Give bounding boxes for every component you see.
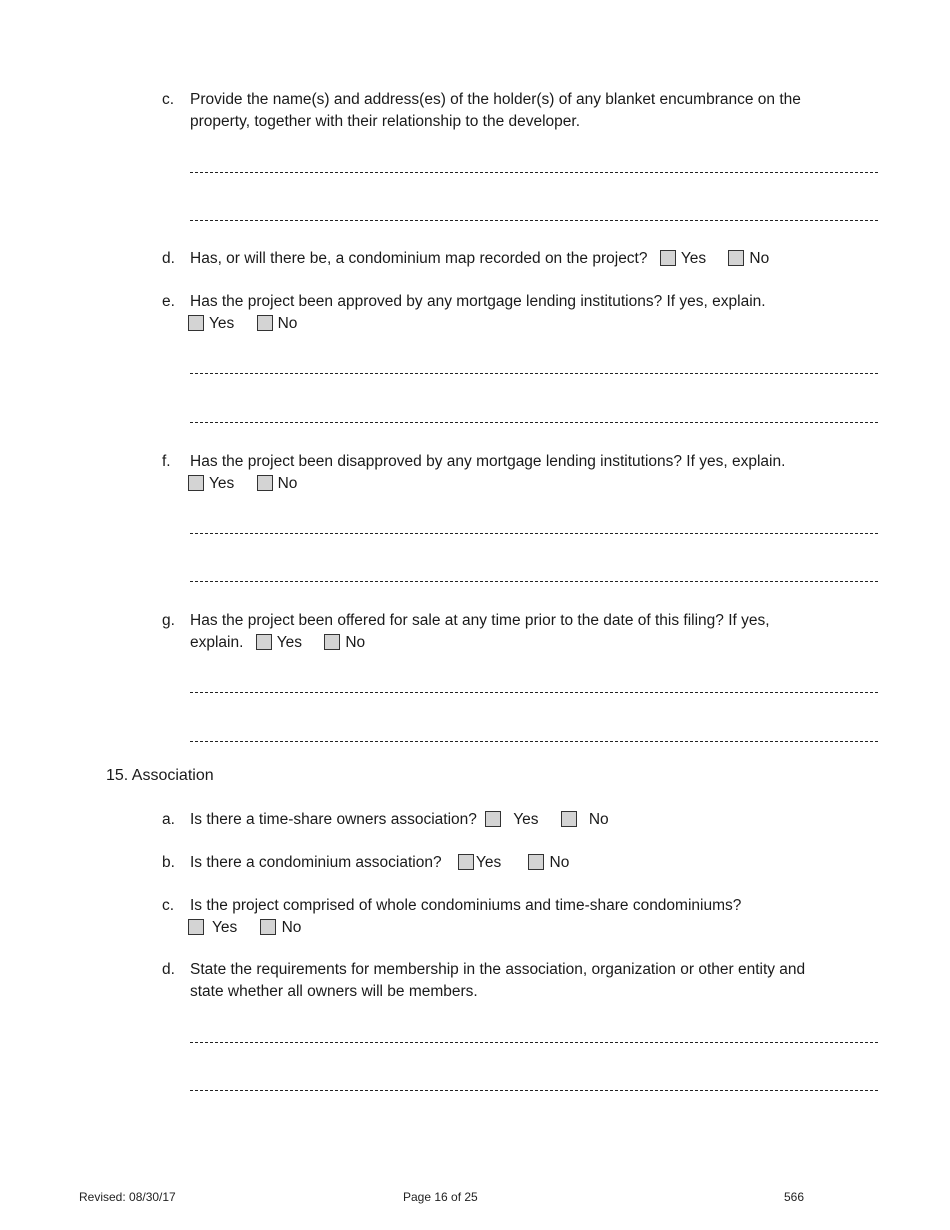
question-text-row <box>190 248 880 270</box>
answer-line[interactable] <box>190 692 878 693</box>
yes-checkbox[interactable] <box>188 475 204 491</box>
question-text: Has the project been approved by any mortgage lending institutions? If yes, explain. <box>190 293 766 310</box>
question-text: Is there a time-share owners association? <box>190 811 477 828</box>
no-label: No <box>277 475 298 492</box>
question-text: Has the project been disapproved by any mortgage lending institutions? If yes, explain. <box>190 453 786 470</box>
answer-line[interactable] <box>190 220 878 221</box>
yes-label: Yes <box>209 315 235 332</box>
question-text-cont: property, together with their relationship to the developer. <box>190 113 581 130</box>
no-checkbox[interactable] <box>257 475 273 491</box>
question-text-row <box>190 852 880 874</box>
question-letter: g. <box>162 612 175 629</box>
yes-label: Yes <box>212 919 238 936</box>
answer-line[interactable] <box>190 533 878 534</box>
question-text-row <box>190 809 880 831</box>
question-letter: a. <box>162 811 175 828</box>
answer-line[interactable] <box>190 581 878 582</box>
answer-line[interactable] <box>190 741 878 742</box>
answer-line[interactable] <box>190 373 878 374</box>
question-letter: f. <box>162 453 171 470</box>
yes-checkbox[interactable] <box>458 854 474 870</box>
no-label: No <box>749 250 770 267</box>
no-label: No <box>281 919 302 936</box>
question-text: Has, or will there be, a condominium map recorded on the project? <box>190 250 648 267</box>
no-label: No <box>549 854 570 871</box>
question-letter: e. <box>162 293 175 310</box>
question-text-cont: state whether all owners will be members. <box>190 983 478 1000</box>
yes-label: Yes <box>209 475 235 492</box>
question-text: State the requirements for membership in the association, organization or other entity and <box>190 961 806 978</box>
answer-line[interactable] <box>190 172 878 173</box>
footer-revised: Revised: 08/30/17 <box>79 1190 176 1204</box>
answer-line[interactable] <box>190 1042 878 1043</box>
footer-code: 566 <box>784 1190 805 1204</box>
answer-line[interactable] <box>190 1090 878 1091</box>
section-heading: 15. Association <box>106 767 214 784</box>
answer-line[interactable] <box>190 422 878 423</box>
question-letter: c. <box>162 91 175 108</box>
yes-checkbox[interactable] <box>188 919 204 935</box>
yes-checkbox[interactable] <box>485 811 501 827</box>
no-checkbox[interactable] <box>257 315 273 331</box>
question-letter: b. <box>162 854 175 871</box>
no-checkbox[interactable] <box>324 634 340 650</box>
question-letter: d. <box>162 250 175 267</box>
no-checkbox[interactable] <box>528 854 544 870</box>
question-text-row <box>190 632 880 654</box>
yes-label: Yes <box>680 250 707 267</box>
no-label: No <box>277 315 298 332</box>
question-text-cont: explain. <box>190 634 244 651</box>
yes-label: Yes <box>513 811 539 828</box>
question-text: Has the project been offered for sale at any time prior to the date of this filing? If yes, <box>190 612 770 629</box>
yes-checkbox[interactable] <box>660 250 676 266</box>
yes-checkbox[interactable] <box>256 634 272 650</box>
no-checkbox[interactable] <box>260 919 276 935</box>
options-row <box>188 473 878 495</box>
no-label: No <box>588 811 609 828</box>
footer-page-number: Page 16 of 25 <box>403 1190 478 1204</box>
question-letter: d. <box>162 961 175 978</box>
question-text: Is the project comprised of whole condominiums and time-share condominiums? <box>190 897 742 914</box>
question-letter: c. <box>162 897 175 914</box>
no-label: No <box>345 634 366 651</box>
yes-checkbox[interactable] <box>188 315 204 331</box>
no-checkbox[interactable] <box>728 250 744 266</box>
question-text: Provide the name(s) and address(es) of the holder(s) of any blanket encumbrance on the <box>190 91 801 108</box>
options-row <box>188 313 878 335</box>
no-checkbox[interactable] <box>561 811 577 827</box>
options-row <box>188 917 878 939</box>
yes-label: Yes <box>475 854 502 871</box>
question-text: Is there a condominium association? <box>190 854 442 871</box>
yes-label: Yes <box>276 634 303 651</box>
